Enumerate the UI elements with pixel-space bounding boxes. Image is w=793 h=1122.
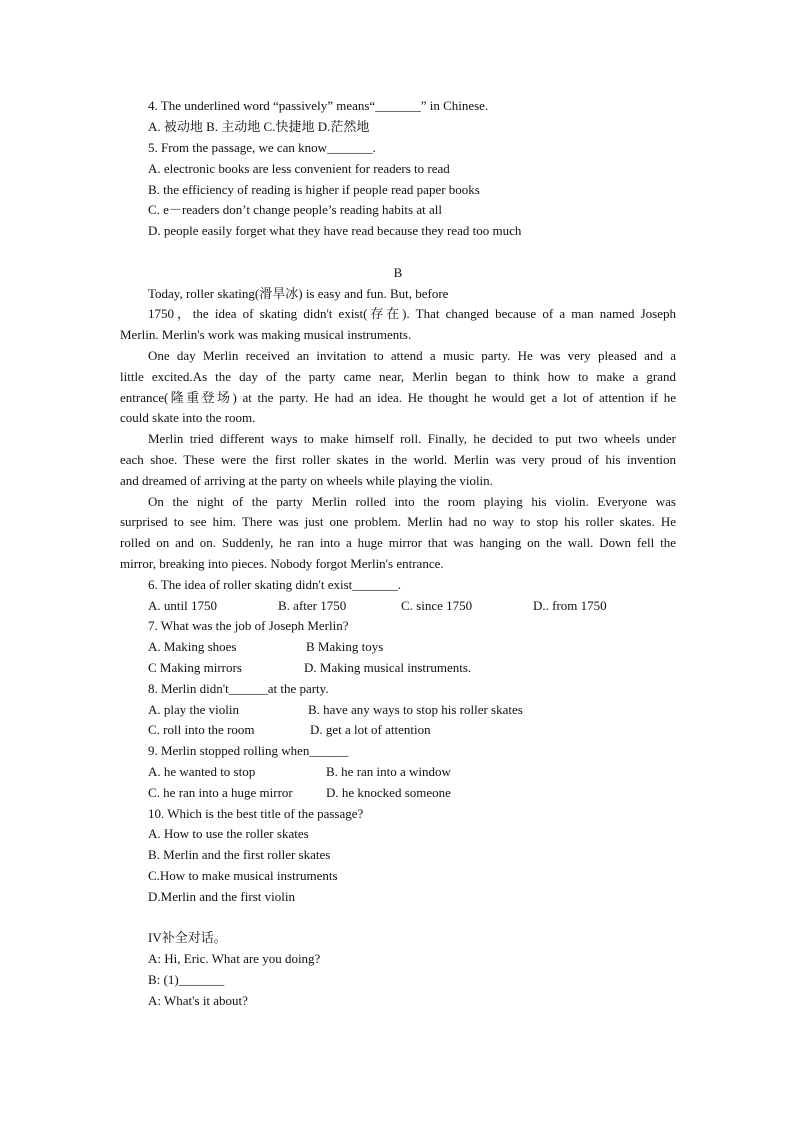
q6-option-b: B. after 1750 xyxy=(278,598,347,613)
q9-options-row1 xyxy=(148,764,676,780)
passage-p2-line3: entrance(隆重登场) at the party. He had an idea. He thought he would get a lot of attention if he xyxy=(120,390,676,405)
q5-option-a: A. electronic books are less convenient for readers to read xyxy=(148,161,450,176)
passage-p3-line1: Merlin tried different ways to make himself roll. Finally, he decided to put two wheels under xyxy=(148,431,676,446)
dialogue-line-1: A: Hi, Eric. What are you doing? xyxy=(148,951,321,966)
q7-option-c: C Making mirrors xyxy=(148,660,242,675)
q7-option-a: A. Making shoes xyxy=(148,639,237,654)
q10-option-d: D.Merlin and the first violin xyxy=(148,889,295,904)
q4-options: A. 被动地 B. 主动地 C.快捷地 D.茫然地 xyxy=(148,119,370,134)
passage-p3-line2: each shoe. These were the first roller skates in the world. Merlin was very proud of his invention xyxy=(120,452,676,467)
q10-option-b: B. Merlin and the first roller skates xyxy=(148,847,331,862)
q6-option-c: C. since 1750 xyxy=(401,598,473,613)
q9-options-row2 xyxy=(148,785,676,801)
passage-p1-line2: 1750，the idea of skating didn't exist(存在). That changed because of a man named Joseph xyxy=(148,306,676,321)
q5-option-c: C. e－readers don’t change people’s reading habits at all xyxy=(148,202,442,217)
dialogue-line-2: B: (1)_______ xyxy=(148,972,225,987)
q9-option-c: C. he ran into a huge mirror xyxy=(148,785,293,800)
q8-option-c: C. roll into the room xyxy=(148,722,255,737)
q8-stem: 8. Merlin didn't______at the party. xyxy=(148,681,329,696)
q5-option-d: D. people easily forget what they have read because they read too much xyxy=(148,223,522,238)
q10-option-a: A. How to use the roller skates xyxy=(148,826,309,841)
q9-option-b: B. he ran into a window xyxy=(326,764,451,779)
q8-options-row1 xyxy=(148,702,676,718)
passage-p4-line4: mirror, breaking into pieces. Nobody forgot Merlin's entrance. xyxy=(120,556,444,571)
q8-option-b: B. have any ways to stop his roller skates xyxy=(308,702,523,717)
q7-option-d: D. Making musical instruments. xyxy=(304,660,472,675)
q6-stem: 6. The idea of roller skating didn't exist_______. xyxy=(148,577,402,592)
q7-stem: 7. What was the job of Joseph Merlin? xyxy=(148,618,349,633)
q10-stem: 10. Which is the best title of the passage? xyxy=(148,806,364,821)
q7-options-row2 xyxy=(148,660,676,676)
q8-options-row2 xyxy=(148,722,676,738)
q6-option-a: A. until 1750 xyxy=(148,598,217,613)
q9-stem: 9. Merlin stopped rolling when______ xyxy=(148,743,349,758)
q5-stem: 5. From the passage, we can know_______. xyxy=(148,140,376,155)
passage-p1-line3: Merlin. Merlin's work was making musical instruments. xyxy=(120,327,412,342)
q7-options-row1 xyxy=(148,639,676,655)
passage-title: B xyxy=(393,265,403,280)
q6-options xyxy=(148,598,676,614)
passage-p3-line3: and dreamed of arriving at the party on wheels while playing the violin. xyxy=(120,473,493,488)
q6-option-d: D.. from 1750 xyxy=(533,598,607,613)
passage-p1-line1: Today, roller skating(滑旱冰) is easy and fun. But, before xyxy=(148,286,449,301)
q9-option-d: D. he knocked someone xyxy=(326,785,451,800)
dialogue-line-3: A: What's it about? xyxy=(148,993,248,1008)
passage-p2-line1: One day Merlin received an invitation to attend a music party. He was very pleased and a xyxy=(148,348,676,363)
passage-p4-line3: rolled on and on. Suddenly, he ran into a huge mirror that was hanging on the wall. Down fell the xyxy=(120,535,676,550)
q4-stem: 4. The underlined word “passively” means“_______” in Chinese. xyxy=(148,98,489,113)
passage-p2-line2: little excited.As the day of the party came near, Merlin began to think how to make a grand xyxy=(120,369,676,384)
q7-option-b: B Making toys xyxy=(306,639,384,654)
q8-option-a: A. play the violin xyxy=(148,702,239,717)
section4-title: IV补全对话。 xyxy=(148,930,227,945)
passage-p4-line2: surprised to see him. There was just one problem. Merlin had no way to stop his roller skates. He xyxy=(120,514,676,529)
q8-option-d: D. get a lot of attention xyxy=(310,722,431,737)
q10-option-c: C.How to make musical instruments xyxy=(148,868,338,883)
passage-p2-line4: could skate into the room. xyxy=(120,410,256,425)
q5-option-b: B. the efficiency of reading is higher if people read paper books xyxy=(148,182,480,197)
q9-option-a: A. he wanted to stop xyxy=(148,764,256,779)
passage-p4-line1: On the night of the party Merlin rolled into the room playing his violin. Everyone was xyxy=(148,494,676,509)
